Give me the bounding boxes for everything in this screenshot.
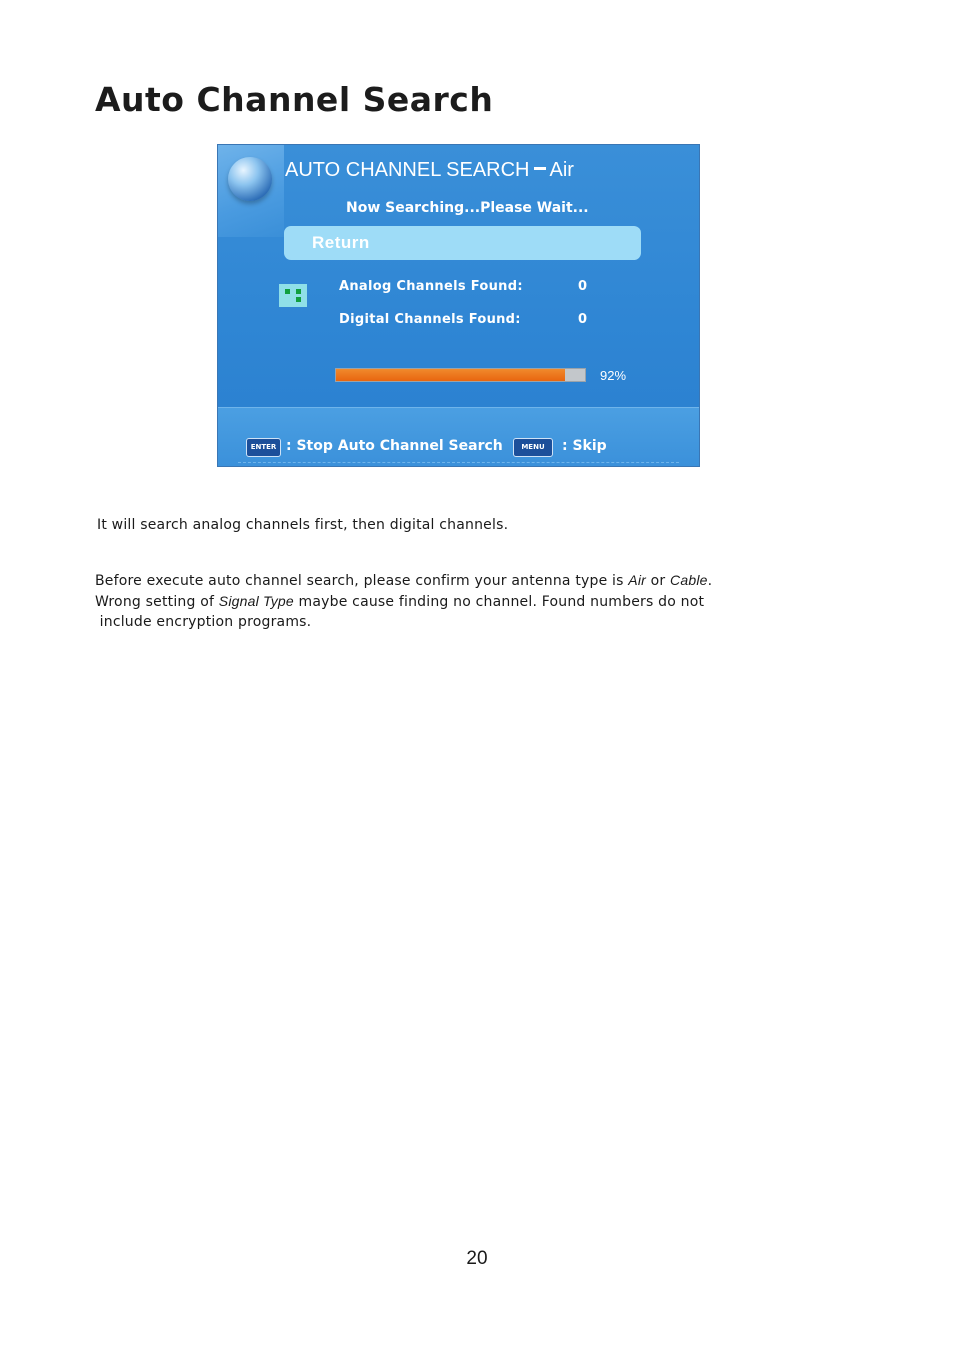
stop-search-hint: : Stop Auto Channel Search: [286, 438, 503, 454]
search-progress-bar: [335, 368, 586, 382]
cable-term: Cable: [670, 572, 708, 588]
note-text: Before execute auto channel search, please confirm your antenna type is: [95, 573, 629, 589]
search-progress-percent: 92%: [600, 368, 627, 383]
osd-title: [285, 159, 574, 182]
osd-title-suffix: Air: [549, 159, 574, 181]
digital-channels-value: 0: [578, 312, 588, 327]
note-text: Wrong setting of: [95, 594, 219, 610]
page-number: 20: [466, 1248, 488, 1269]
return-button-label: Return: [312, 233, 370, 252]
search-progress-fill: [336, 369, 565, 381]
analog-channels-label: Analog Channels Found:: [339, 279, 523, 294]
auto-channel-search-screen: [217, 144, 700, 467]
globe-icon: [228, 157, 272, 201]
skip-hint: : Skip: [562, 438, 607, 454]
antenna-type-note: [95, 570, 712, 632]
signal-type-term: Signal Type: [218, 593, 294, 609]
osd-corner-panel: [218, 145, 284, 237]
osd-footer: [218, 407, 699, 467]
return-button[interactable]: [284, 226, 641, 260]
menu-key-icon[interactable]: MENU: [513, 438, 553, 457]
digital-channels-label: Digital Channels Found:: [339, 312, 521, 327]
note-text: include encryption programs.: [95, 614, 312, 630]
osd-title-text: AUTO CHANNEL SEARCH: [285, 159, 530, 181]
enter-key-icon[interactable]: ENTER: [246, 438, 281, 457]
analog-channels-value: 0: [578, 279, 588, 294]
title-dash: [534, 167, 546, 170]
search-order-note: It will search analog channels first, then digital channels.: [97, 517, 509, 533]
note-text: .: [707, 573, 713, 589]
channel-icon: [279, 284, 307, 307]
page-heading: Auto Channel Search: [95, 80, 494, 119]
footer-divider: [238, 462, 679, 463]
note-text: or: [646, 573, 671, 589]
note-text: maybe cause finding no channel. Found numbers do not: [293, 594, 705, 610]
air-term: Air: [628, 572, 647, 588]
search-status: Now Searching...Please Wait...: [346, 200, 589, 216]
